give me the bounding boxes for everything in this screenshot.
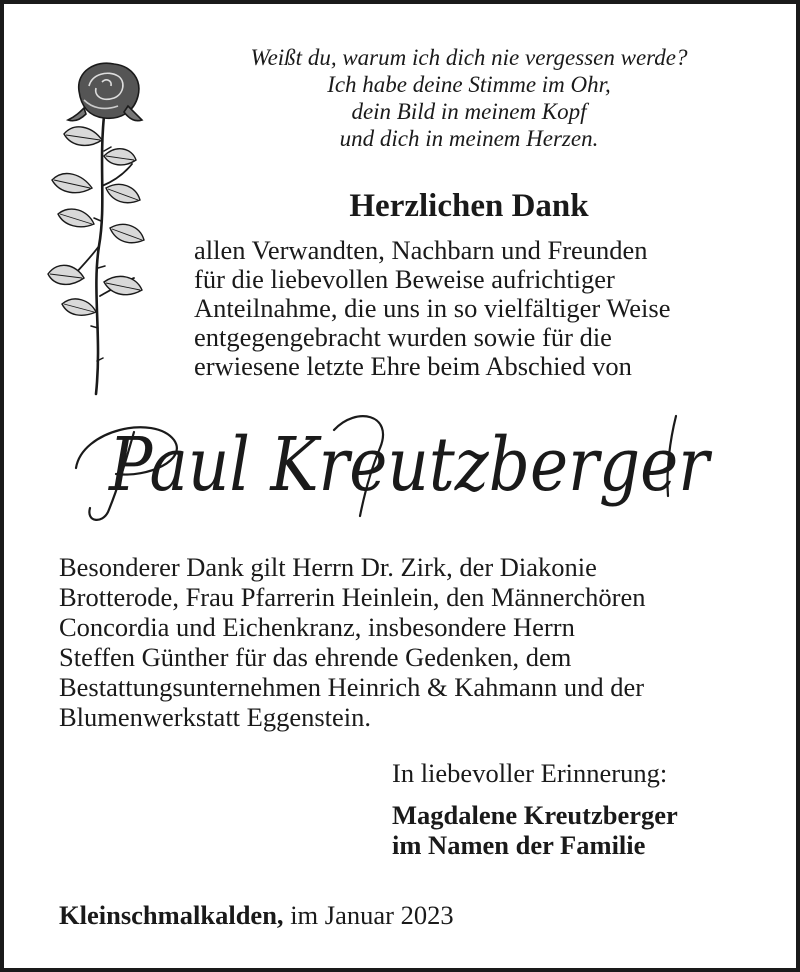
poem-line: und dich in meinem Herzen. [339,126,599,151]
thanks-line: erwiesene letzte Ehre beim Abschied von [194,351,632,381]
poem-line: Weißt du, warum ich dich nie vergessen werde? [250,45,688,70]
rose-icon [44,56,154,401]
special-thanks-line: Brotterode, Frau Pfarrerin Heinlein, den Männerchören [59,582,646,612]
signature-name: Magdalene Kreutzberger [392,800,678,830]
deceased-name-block [64,400,754,530]
signature-family: im Namen der Familie [392,830,646,860]
footer-place: Kleinschmalkalden, [59,900,284,930]
special-thanks-line: Besonderer Dank gilt Herrn Dr. Zirk, der Diakonie [59,552,597,582]
thanks-line: für die liebevollen Beweise aufrichtiger [194,264,615,294]
memory-line: In liebevoller Erinnerung: [392,758,668,788]
poem [204,44,734,152]
thanks-line: allen Verwandten, Nachbarn und Freunden [194,235,648,265]
special-thanks-line: Blumenwerkstatt Eggenstein. [59,702,372,732]
deceased-name: Paul Kreutzberger [107,422,714,508]
thanks-line: Anteilnahme, die uns in so vielfältiger Weise [194,293,671,323]
footer [59,900,759,930]
special-thanks [59,552,759,732]
special-thanks-line: Steffen Günther für das ehrende Gedenken, dem [59,642,572,672]
thanks-line: entgegengebracht wurden sowie für die [194,322,612,352]
signature [392,800,752,860]
thanks-text [194,236,754,381]
special-thanks-line: Bestattungsunternehmen Heinrich & Kahmann und der [59,672,645,702]
heading: Herzlichen Dank [349,188,589,224]
special-thanks-line: Concordia und Eichenkranz, insbesondere Herrn [59,612,575,642]
footer-date: im Januar 2023 [290,900,454,930]
poem-line: dein Bild in meinem Kopf [351,99,587,124]
poem-line: Ich habe deine Stimme im Ohr, [327,72,611,97]
